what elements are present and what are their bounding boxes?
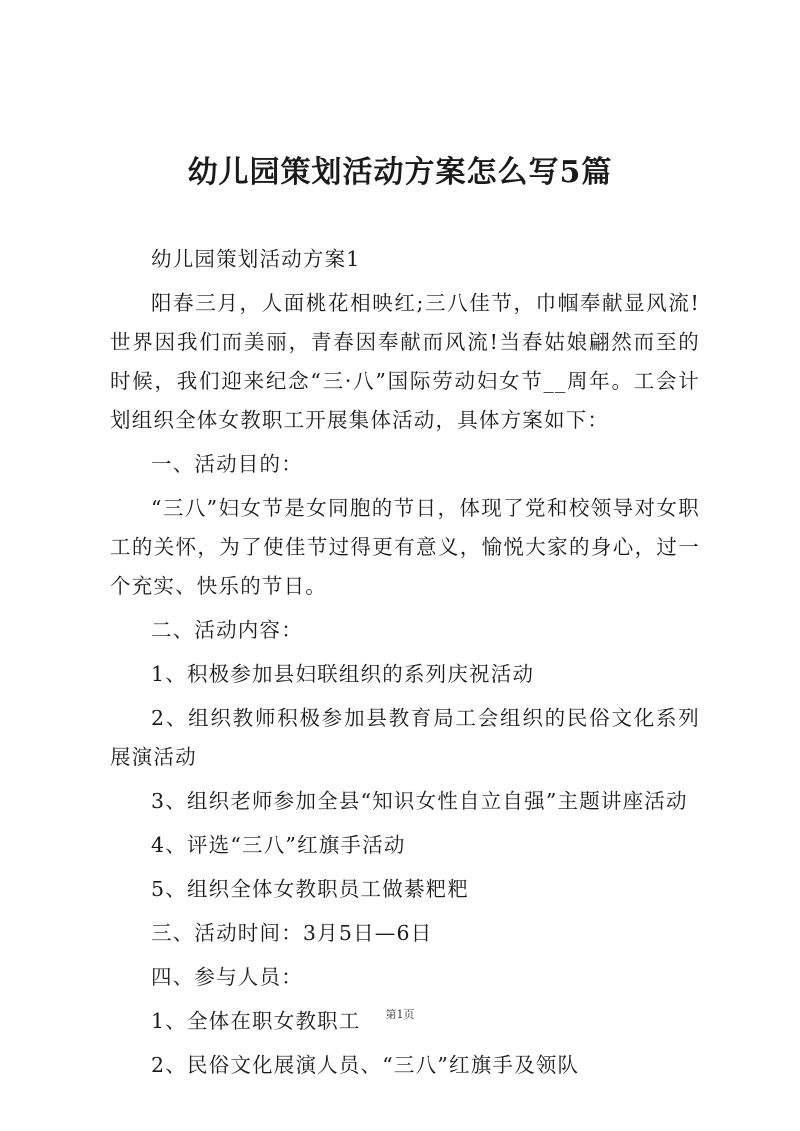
list-item-content-5: 5、组织全体女教职员工做綦粑粑 bbox=[151, 877, 470, 901]
paragraph-intro: 阳春三月，人面桃花相映红;三八佳节，巾帼奉献显风流!世界因我们而美丽，青春因奉献而风流!当春姑娘翩然而至的时候，我们迎来纪念“三·八”国际劳动妇女节__周年。工会计划组织全体女教职工开展集体活动，具体方案如下： bbox=[110, 291, 700, 432]
list-item-content-2: 2、组织教师积极参加县教育局工会组织的民俗文化系列展演活动 bbox=[110, 706, 700, 769]
list-item-content-4: 4、评选“三八”红旗手活动 bbox=[151, 833, 406, 857]
document-title: 幼儿园策划活动方案怎么写5篇 bbox=[187, 155, 613, 190]
document-body bbox=[110, 240, 700, 1085]
list-item-content-1: 1、积极参加县妇联组织的系列庆祝活动 bbox=[151, 662, 535, 686]
list-item-participants-2: 2、民俗文化展演人员、“三八”红旗手及领队 bbox=[151, 1053, 580, 1077]
page-number: 第1页 bbox=[385, 1008, 415, 1021]
section-heading-purpose: 一、活动目的： bbox=[151, 452, 303, 476]
section-heading-participants: 四、参与人员： bbox=[151, 965, 303, 989]
list-item-participants-1: 1、全体在职女教职工 bbox=[151, 1009, 361, 1033]
list-item-content-3: 3、组织老师参加全县“知识女性自立自强”主题讲座活动 bbox=[151, 789, 688, 813]
section-heading-content: 二、活动内容： bbox=[151, 618, 303, 642]
section-heading-time: 三、活动时间：3月5日—6日 bbox=[151, 921, 433, 945]
paragraph-purpose: “三八”妇女节是女同胞的节日，体现了党和校领导对女职工的关怀，为了使佳节过得更有意义，愉悦大家的身心，过一个充实、快乐的节日。 bbox=[110, 496, 700, 598]
paragraph-heading-plan-1: 幼儿园策划活动方案1 bbox=[151, 247, 361, 271]
